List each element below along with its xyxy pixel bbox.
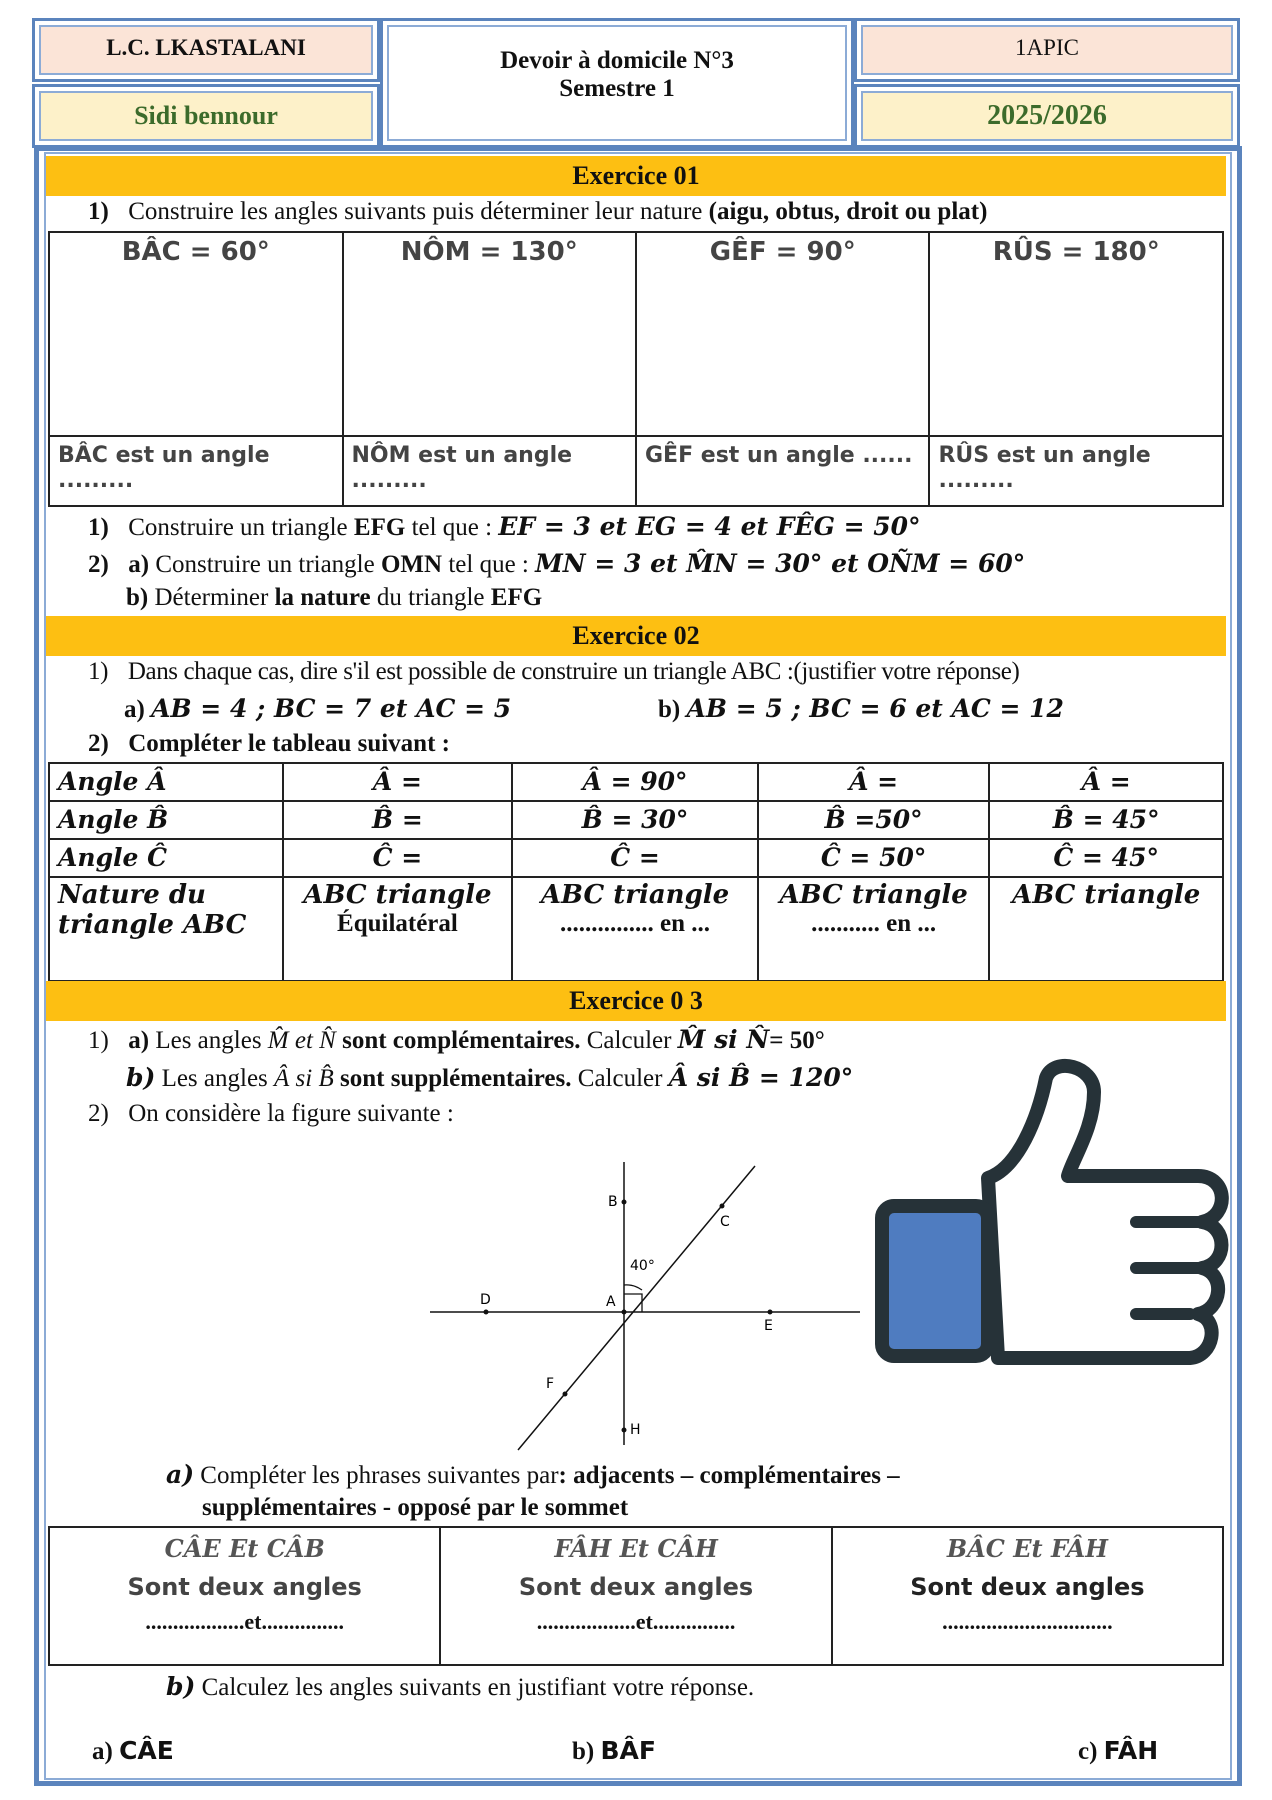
ex3-q1b-label: b) <box>126 1063 156 1092</box>
ex2-question-1 <box>88 658 1019 686</box>
ex1-q2-number: 1) <box>88 514 109 541</box>
header-city: Sidi bennour <box>39 91 373 141</box>
calc-angle: BÂF <box>600 1736 656 1765</box>
angle-answer-3 <box>636 436 929 506</box>
sentence-mid: Sont deux angles <box>910 1573 1145 1601</box>
cell-text: Ĉ = 50° <box>820 843 927 872</box>
ex1-q3b-rest: du triangle <box>376 584 485 611</box>
cell-text: B̂ =50° <box>824 805 923 834</box>
ex3-q2-text: On considère la figure suivante : <box>128 1100 454 1127</box>
header-school: L.C. LKASTALANI <box>39 25 373 75</box>
cell-text: B̂ = 45° <box>1052 805 1160 834</box>
angle-head: NÔM = 130° <box>400 237 578 267</box>
header-level-box <box>854 18 1240 82</box>
row-label <box>49 763 283 801</box>
ex3-question-2a <box>166 1460 900 1490</box>
ex2-question-2 <box>88 730 450 758</box>
ex1-q3b-bold: la nature <box>274 584 371 611</box>
angle-foot: RÛS est un angle ......... <box>938 443 1151 493</box>
ex2-q1-text: Dans chaque cas, dire s'il est possible de construire un triangle ABC :(justifier votre réponse) <box>127 658 1020 685</box>
ex2-case-b-label: b) <box>658 696 681 723</box>
table-cell <box>989 839 1223 877</box>
exercise-1-title: Exercice 01 <box>46 156 1226 196</box>
ex1-q1-text: Construire les angles suivants puis déterminer leur nature <box>128 198 703 225</box>
header-title-box <box>380 18 854 148</box>
angle-answer-1 <box>49 436 343 506</box>
ex1-q2-bold: EFG <box>353 514 406 541</box>
ex1-q1-bold: (aigu, obtus, droit ou plat) <box>708 198 988 225</box>
ex2-case-b <box>658 694 1064 724</box>
header-city-box <box>32 84 380 148</box>
cell-text: Â = <box>1081 767 1131 796</box>
angle-foot: GÊF est un angle ...... <box>645 443 913 468</box>
sentence-head: CÂE Et CÂB <box>164 1534 325 1563</box>
point-f-dot <box>563 1392 568 1397</box>
ex3-qa-text: Compléter les phrases suivantes par <box>200 1462 559 1489</box>
ex3-q2-number: 2) <box>88 1100 109 1127</box>
nature-cell <box>989 877 1223 981</box>
ex1-q2-math: EF = 3 et EG = 4 et FÊG = 50° <box>498 512 921 541</box>
angle-cell-2 <box>343 232 637 436</box>
table-cell <box>283 801 513 839</box>
cell-text: Ĉ = <box>610 843 660 872</box>
nature-label-2: triangle ABC <box>58 910 247 940</box>
cell-text: Ĉ = 45° <box>1053 843 1159 872</box>
ex3-qa-bold1: : adjacents – complémentaires – <box>558 1462 900 1489</box>
nature-cell-line-2: ............... en ... <box>560 910 711 937</box>
point-e-dot <box>768 1310 773 1315</box>
row-label <box>49 839 283 877</box>
right-angle-mark <box>624 1294 642 1312</box>
point-h-label: H <box>630 1422 641 1438</box>
calc-label: b) <box>572 1738 595 1765</box>
angle-arc <box>624 1285 642 1290</box>
sentence-cell-1 <box>49 1527 440 1665</box>
row-label-text: Angle Ĉ <box>58 843 168 872</box>
triangle-table <box>48 762 1224 982</box>
point-d-label: D <box>480 1292 491 1308</box>
nature-cell-line-1: ABC triangle <box>779 880 968 910</box>
angle-label: 40° <box>630 1258 655 1274</box>
cell-text: Â = 90° <box>582 767 688 796</box>
sentences-table <box>48 1526 1224 1666</box>
nature-cell <box>283 877 513 981</box>
ex3-q1b-bold: sont supplémentaires. <box>340 1065 572 1092</box>
ex3-q1b-text2: Calculer <box>577 1065 663 1092</box>
geometry-figure <box>420 1150 870 1460</box>
row-label-text: Angle Â <box>58 767 167 796</box>
ex2-case-a-label: a) <box>124 696 145 723</box>
header-level: 1APIC <box>861 25 1233 75</box>
ex3-q1b-math: Â si B̂ <box>274 1065 334 1092</box>
ex1-q3-bold: OMN <box>380 551 443 578</box>
nature-cell-line-1: ABC triangle <box>1012 880 1201 910</box>
ex3-q1a-bold: sont complémentaires. <box>342 1027 581 1054</box>
title-line-1: Devoir à domicile N°3 <box>500 47 734 74</box>
nature-label-1: Nature du <box>58 880 206 910</box>
ex3-q1b-math2: Â si B̂ = 120° <box>668 1063 854 1092</box>
point-a-dot <box>622 1310 627 1315</box>
thumb-cuff <box>882 1206 988 1356</box>
sentence-head: FÂH Et CÂH <box>554 1534 718 1563</box>
angle-cell-3 <box>636 232 929 436</box>
ex3-q1-number: 1) <box>88 1027 109 1054</box>
angle-head: RÛS = 180° <box>992 237 1160 267</box>
angle-answer-4 <box>929 436 1223 506</box>
ex1-q3-number: 2) <box>88 551 109 578</box>
ex3-q1a-val: = 50° <box>769 1027 825 1054</box>
nature-cell <box>512 877 758 981</box>
table-cell <box>989 763 1223 801</box>
nature-cell <box>758 877 990 981</box>
thumbs-up-icon <box>868 1058 1234 1418</box>
title-line-2: Semestre 1 <box>559 75 675 102</box>
ex2-q1-number: 1) <box>88 658 109 685</box>
ex3-q1a-math2: M̂ si N̂ <box>677 1025 770 1054</box>
ex3-q1a-label: a) <box>128 1027 150 1054</box>
ex1-question-3b <box>126 584 542 612</box>
exercise-3-title: Exercice 0 3 <box>46 981 1226 1021</box>
ex1-q3-text: Construire un triangle <box>155 551 375 578</box>
ex1-q3-rest: tel que : <box>448 551 529 578</box>
angles-table <box>48 231 1224 507</box>
point-h-dot <box>622 1428 627 1433</box>
header-title <box>387 25 847 141</box>
sentence-foot: ..................et............... <box>536 1609 736 1634</box>
ex2-q2-text: Compléter le tableau suivant : <box>128 730 450 757</box>
ex2-case-a-math: AB = 4 ; BC = 7 et AC = 5 <box>151 694 512 723</box>
calc-label: a) <box>92 1738 113 1765</box>
cell-text: Ĉ = <box>372 843 423 872</box>
ex3-q1a-text2: Calculer <box>586 1027 672 1054</box>
nature-cell-line-2: Équilatéral <box>337 910 458 937</box>
table-cell <box>989 801 1223 839</box>
ex1-q1-number: 1) <box>88 198 109 225</box>
line-cf <box>518 1166 755 1450</box>
ex3-q1a-text1: Les angles <box>155 1027 262 1054</box>
ex1-q3-math: MN = 3 et M̂N = 30° et OÑM = 60° <box>535 549 1026 578</box>
row-label-nature <box>49 877 283 981</box>
ex3-question-1a <box>88 1025 825 1055</box>
sentence-cell-2 <box>440 1527 831 1665</box>
ex3-q1b-text1: Les angles <box>161 1065 268 1092</box>
cell-text: B̂ = 30° <box>581 805 689 834</box>
sentence-head: BÂC Et FÂH <box>946 1534 1108 1563</box>
nature-cell-line-1: ABC triangle <box>540 880 730 910</box>
table-cell <box>512 801 758 839</box>
row-label-text: Angle B̂ <box>58 805 169 834</box>
table-cell <box>758 763 990 801</box>
ex1-q2-text: Construire un triangle <box>128 514 348 541</box>
point-b-dot <box>622 1200 627 1205</box>
angle-head: BÂC = 60° <box>121 237 270 267</box>
cell-text: Â = <box>849 767 899 796</box>
table-cell <box>512 763 758 801</box>
ex1-q2-rest: tel que : <box>411 514 493 541</box>
ex3-qb-label: b) <box>166 1672 196 1701</box>
angle-foot: NÔM est un angle ......... <box>351 443 573 493</box>
table-cell <box>758 839 990 877</box>
table-cell <box>512 839 758 877</box>
exercise-2-title: Exercice 02 <box>46 616 1226 656</box>
ex3-question-1b <box>126 1063 853 1093</box>
nature-cell-line-2: ........... en ... <box>811 910 937 937</box>
header-year-box <box>854 84 1240 148</box>
point-b-label: B <box>608 1194 618 1210</box>
ex2-case-a <box>124 694 511 724</box>
cell-text: Â = <box>372 767 422 796</box>
ex1-question-1 <box>88 198 987 226</box>
cell-text: B̂ = <box>372 805 423 834</box>
sentence-foot: ..................et............... <box>145 1609 344 1634</box>
angle-head: GÊF = 90° <box>709 237 856 267</box>
ex1-question-3 <box>88 549 1025 579</box>
ex3-qb-text: Calculez les angles suivants en justifiant votre réponse. <box>201 1674 755 1701</box>
sentence-mid: Sont deux angles <box>518 1573 754 1601</box>
row-label <box>49 801 283 839</box>
sentence-cell-3 <box>832 1527 1223 1665</box>
sentence-mid: Sont deux angles <box>127 1573 362 1601</box>
ex1-q3b-tri: EFG <box>490 584 543 611</box>
ex3-question-2b <box>166 1672 754 1702</box>
table-cell <box>758 801 990 839</box>
ex2-q2-number: 2) <box>88 730 109 757</box>
ex1-question-2 <box>88 512 921 542</box>
ex3-q1a-math: M̂ et N̂ <box>267 1027 336 1054</box>
ex1-q3b-label: b) <box>126 584 149 611</box>
calc-label: c) <box>1078 1738 1098 1765</box>
point-f-label: F <box>546 1376 555 1392</box>
calc-item-a <box>92 1736 174 1766</box>
ex3-question-2a-cont: supplémentaires - opposé par le sommet <box>202 1494 629 1521</box>
angle-answer-2 <box>343 436 637 506</box>
ex3-question-2 <box>88 1100 454 1128</box>
header-school-box <box>32 18 380 82</box>
ex1-q3-a: a) <box>128 551 150 578</box>
angle-foot: BÂC est un angle ......... <box>58 443 270 493</box>
angle-cell-1 <box>49 232 343 436</box>
sentence-foot: ............................... <box>942 1609 1113 1634</box>
point-d-dot <box>484 1310 489 1315</box>
point-e-label: E <box>764 1318 773 1334</box>
calc-item-b <box>572 1736 656 1766</box>
nature-cell-line-1: ABC triangle <box>303 880 492 910</box>
point-c-dot <box>720 1204 725 1209</box>
table-cell <box>283 839 513 877</box>
point-c-label: C <box>720 1214 730 1230</box>
calc-item-c <box>1078 1736 1158 1766</box>
point-a-label: A <box>606 1294 616 1310</box>
ex1-q3b-text: Déterminer <box>154 584 269 611</box>
angle-cell-4 <box>929 232 1223 436</box>
ex2-case-b-math: AB = 5 ; BC = 6 et AC = 12 <box>686 694 1064 723</box>
calc-angle: CÂE <box>119 1736 174 1765</box>
header-year: 2025/2026 <box>861 91 1233 141</box>
calc-angle: FÂH <box>1103 1736 1159 1765</box>
table-cell <box>283 763 513 801</box>
ex3-qa-label: a) <box>166 1460 195 1489</box>
